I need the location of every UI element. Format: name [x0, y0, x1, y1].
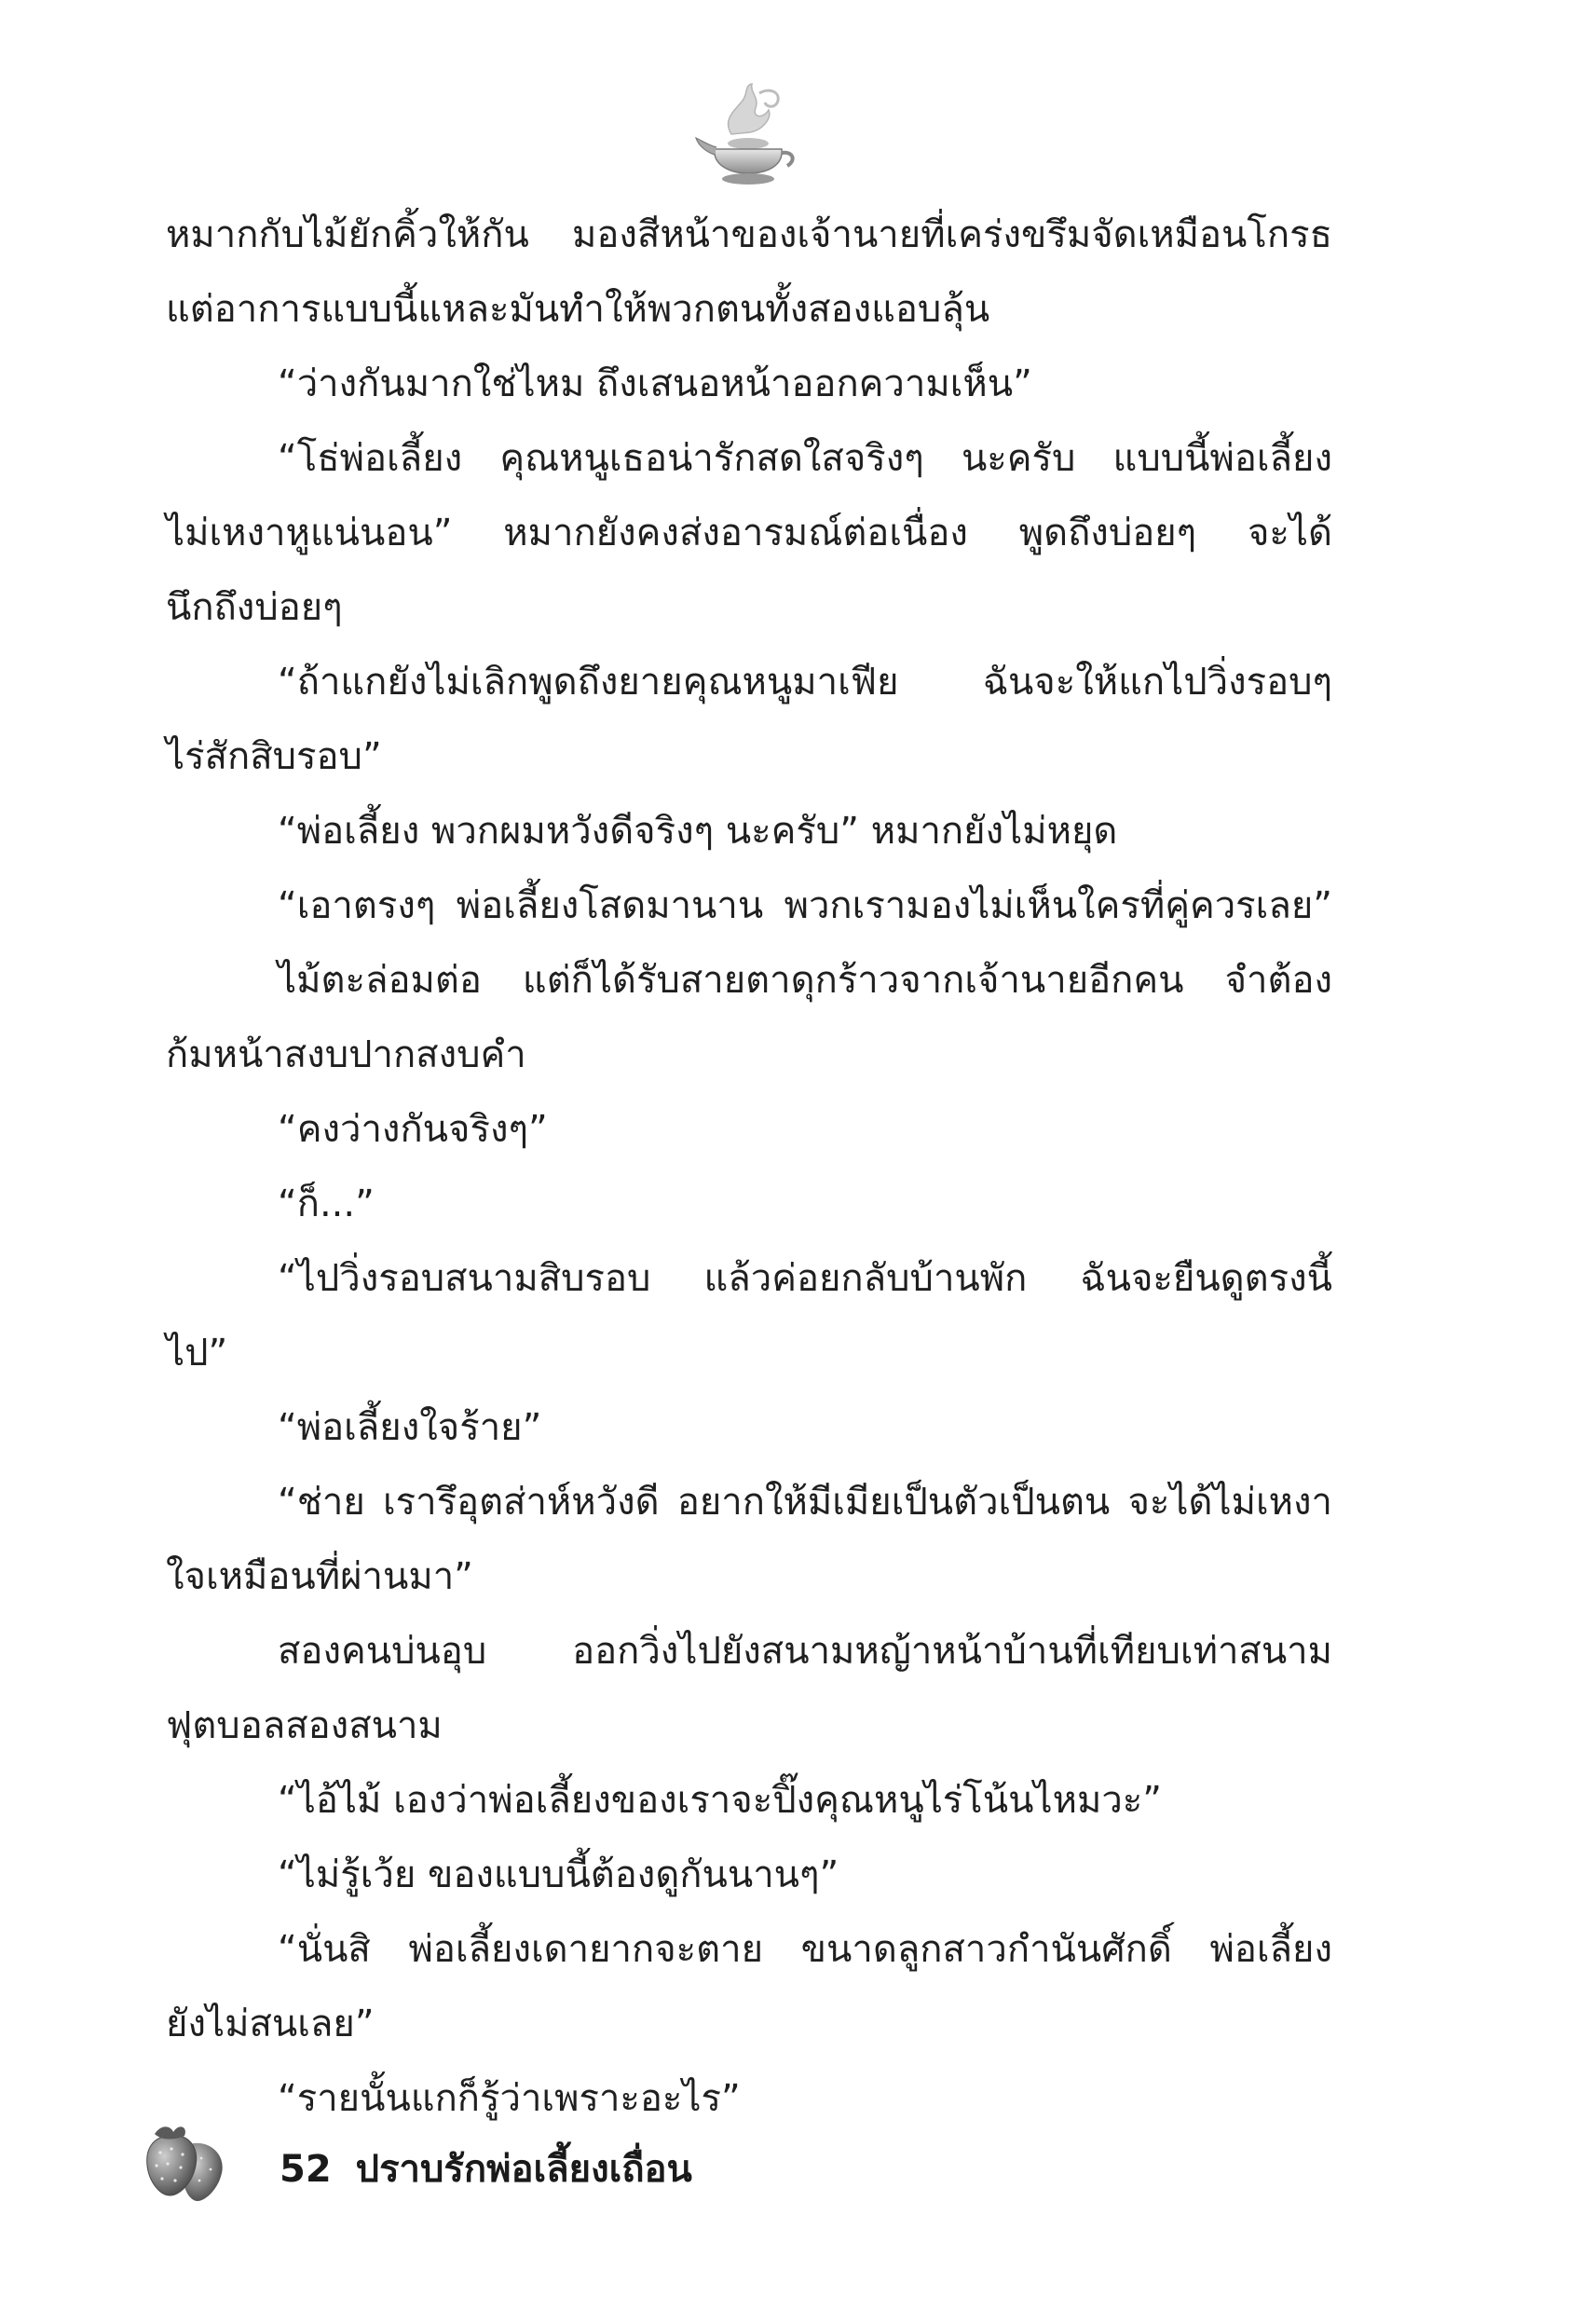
- text-line: “ถ้าแกยังไม่เลิกพูดถึงยายคุณหนูมาเฟีย ฉันจะให้แกไปวิ่งรอบๆ: [278, 661, 1332, 704]
- book-title: ปราบรักพ่อเลี้ยงเถื่อน: [355, 2148, 692, 2191]
- text-line: “นั่นสิ พ่อเลี้ยงเดายากจะตาย ขนาดลูกสาวกำนันศักดิ์ พ่อเลี้ยง: [278, 1928, 1332, 1971]
- text-line: “รายนั้นแกก็รู้ว่าเพราะอะไร”: [278, 2077, 741, 2120]
- page-folio: [280, 2141, 692, 2197]
- text-line: ไป”: [166, 1332, 228, 1374]
- genie-lamp-icon: [694, 82, 802, 186]
- text-line: แต่อาการแบบนี้แหละมันทำให้พวกตนทั้งสองแอบลุ้น: [166, 288, 990, 331]
- strawberry-icon: [140, 2115, 229, 2205]
- text-line: “ว่างกันมากใช่ไหม ถึงเสนอหน้าออกความเห็น”: [278, 362, 1032, 405]
- text-line: ยังไม่สนเลย”: [166, 2003, 375, 2045]
- text-line: สองคนบ่นอุบ ออกวิ่งไปยังสนามหญ้าหน้าบ้านที่เทียบเท่าสนาม: [278, 1630, 1332, 1673]
- text-line: “ไอ้ไม้ เองว่าพ่อเลี้ยงของเราจะปิ๊งคุณหนูไร่โน้นไหมวะ”: [278, 1779, 1162, 1822]
- text-line: ไม้ตะล่อมต่อ แต่ก็ได้รับสายตาดุกร้าวจากเจ้านายอีกคน จำต้อง: [278, 959, 1332, 1002]
- text-line: ไร่สักสิบรอบ”: [166, 735, 382, 778]
- text-line: ใจเหมือนที่ผ่านมา”: [166, 1555, 473, 1598]
- text-line: ก้มหน้าสงบปากสงบคำ: [166, 1033, 526, 1076]
- text-line: “ไปวิ่งรอบสนามสิบรอบ แล้วค่อยกลับบ้านพัก ฉันจะยืนดูตรงนี้: [278, 1257, 1332, 1300]
- text-line: “โธ่พ่อเลี้ยง คุณหนูเธอน่ารักสดใสจริงๆ นะครับ แบบนี้พ่อเลี้ยง: [278, 437, 1332, 480]
- text-line: ฟุตบอลสองสนาม: [166, 1704, 443, 1747]
- page-number: 52: [280, 2148, 332, 2191]
- text-line: “คงว่างกันจริงๆ”: [278, 1108, 548, 1151]
- text-line: “พ่อเลี้ยง พวกผมหวังดีจริงๆ นะครับ” หมากยังไม่หยุด: [278, 810, 1118, 853]
- text-line: “เอาตรงๆ พ่อเลี้ยงโสดมานาน พวกเรามองไม่เห็นใครที่คู่ควรเลย”: [278, 884, 1332, 927]
- text-line: “พ่อเลี้ยงใจร้าย”: [278, 1406, 542, 1449]
- page-footer: [140, 2115, 885, 2218]
- text-line: หมากกับไม้ยักคิ้วให้กัน มองสีหน้าของเจ้านายที่เคร่งขรึมจัดเหมือนโกรธ: [166, 213, 1332, 256]
- text-line: “ก็...”: [278, 1183, 375, 1225]
- text-line: นึกถึงบ่อยๆ: [166, 586, 343, 629]
- text-line: “ช่าย เรารึอุตส่าห์หวังดี อยากให้มีเมียเป็นตัวเป็นตน จะได้ไม่เหงา: [278, 1481, 1332, 1524]
- text-line: ไม่เหงาหูแน่นอน” หมากยังคงส่งอารมณ์ต่อเนื่อง พูดถึงบ่อยๆ จะได้: [166, 512, 1332, 554]
- text-line: “ไม่รู้เว้ย ของแบบนี้ต้องดูกันนานๆ”: [278, 1853, 839, 1896]
